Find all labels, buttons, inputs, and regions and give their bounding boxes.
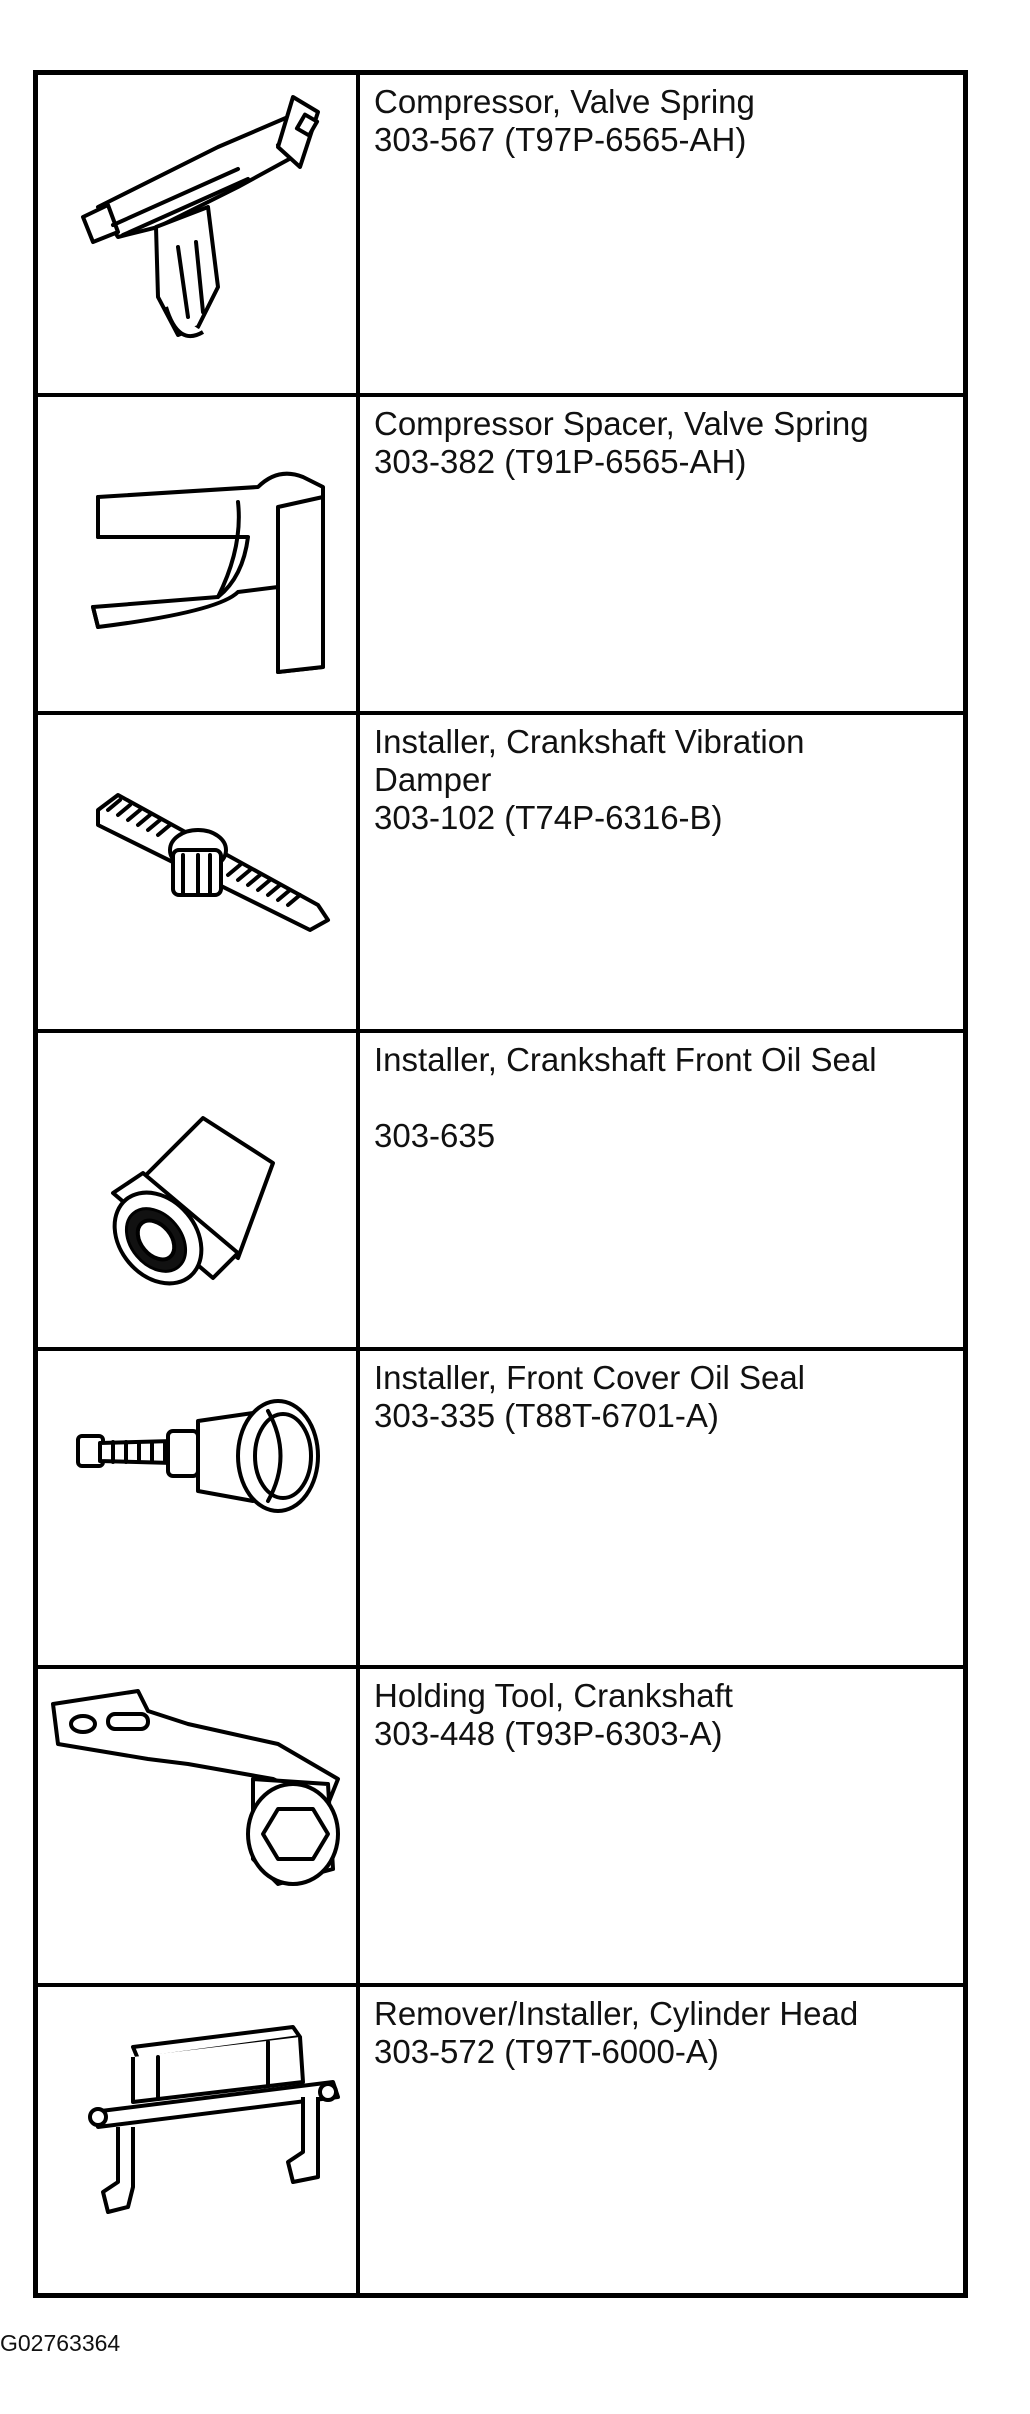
tool-part-number: 303-382 (T91P-6565-AH) [374,443,747,480]
tool-part-number: 303-572 (T97T-6000-A) [374,2033,719,2070]
tool-description [374,405,955,481]
tool-name: Compressor Spacer, Valve Spring [374,405,869,442]
table-row [38,1029,963,1347]
special-tools-table [33,70,968,2298]
tool-image-cell [38,1987,360,2293]
tool-part-number: 303-567 (T97P-6565-AH) [374,121,747,158]
valve-spring-compressor-icon [38,75,356,393]
table-row [38,711,963,1029]
cylinder-head-remover-icon [38,1987,356,2293]
tool-image-cell [38,1033,360,1347]
tool-image-cell [38,75,360,393]
table-row [38,75,963,393]
tool-part-number: 303-635 [374,1117,496,1154]
front-cover-seal-installer-icon [38,1351,356,1665]
table-row [38,393,963,711]
tool-description [374,83,955,159]
tool-name: Installer, Crankshaft Front Oil Seal [374,1041,877,1078]
tool-part-number: 303-102 (T74P-6316-B) [374,799,723,836]
tool-name: Holding Tool, Crankshaft [374,1677,733,1714]
tool-name: Installer, Front Cover Oil Seal [374,1359,805,1396]
crankshaft-holding-tool-icon [38,1669,356,1983]
tool-name: Installer, Crankshaft Vibration [374,723,805,760]
tool-description [374,1359,955,1435]
tool-name: Remover/Installer, Cylinder Head [374,1995,859,2032]
tool-image-cell [38,1351,360,1665]
valve-spring-spacer-icon [38,397,356,711]
front-oil-seal-installer-icon [38,1033,356,1347]
tool-description [374,1995,955,2071]
tool-name: Compressor, Valve Spring [374,83,755,120]
tool-description [374,723,955,837]
tool-image-cell [38,715,360,1029]
tool-description [374,1041,955,1155]
figure-id: G02763364 [0,2330,121,2356]
table-row [38,1347,963,1665]
tool-description [374,1677,955,1753]
tool-part-number: 303-448 (T93P-6303-A) [374,1715,723,1752]
tool-image-cell [38,1669,360,1983]
tool-name-continued: Damper [374,761,492,798]
tool-image-cell [38,397,360,711]
table-row [38,1665,963,1983]
vibration-damper-installer-icon [38,715,356,1029]
tool-part-number: 303-335 (T88T-6701-A) [374,1397,719,1434]
table-row [38,1983,963,2293]
